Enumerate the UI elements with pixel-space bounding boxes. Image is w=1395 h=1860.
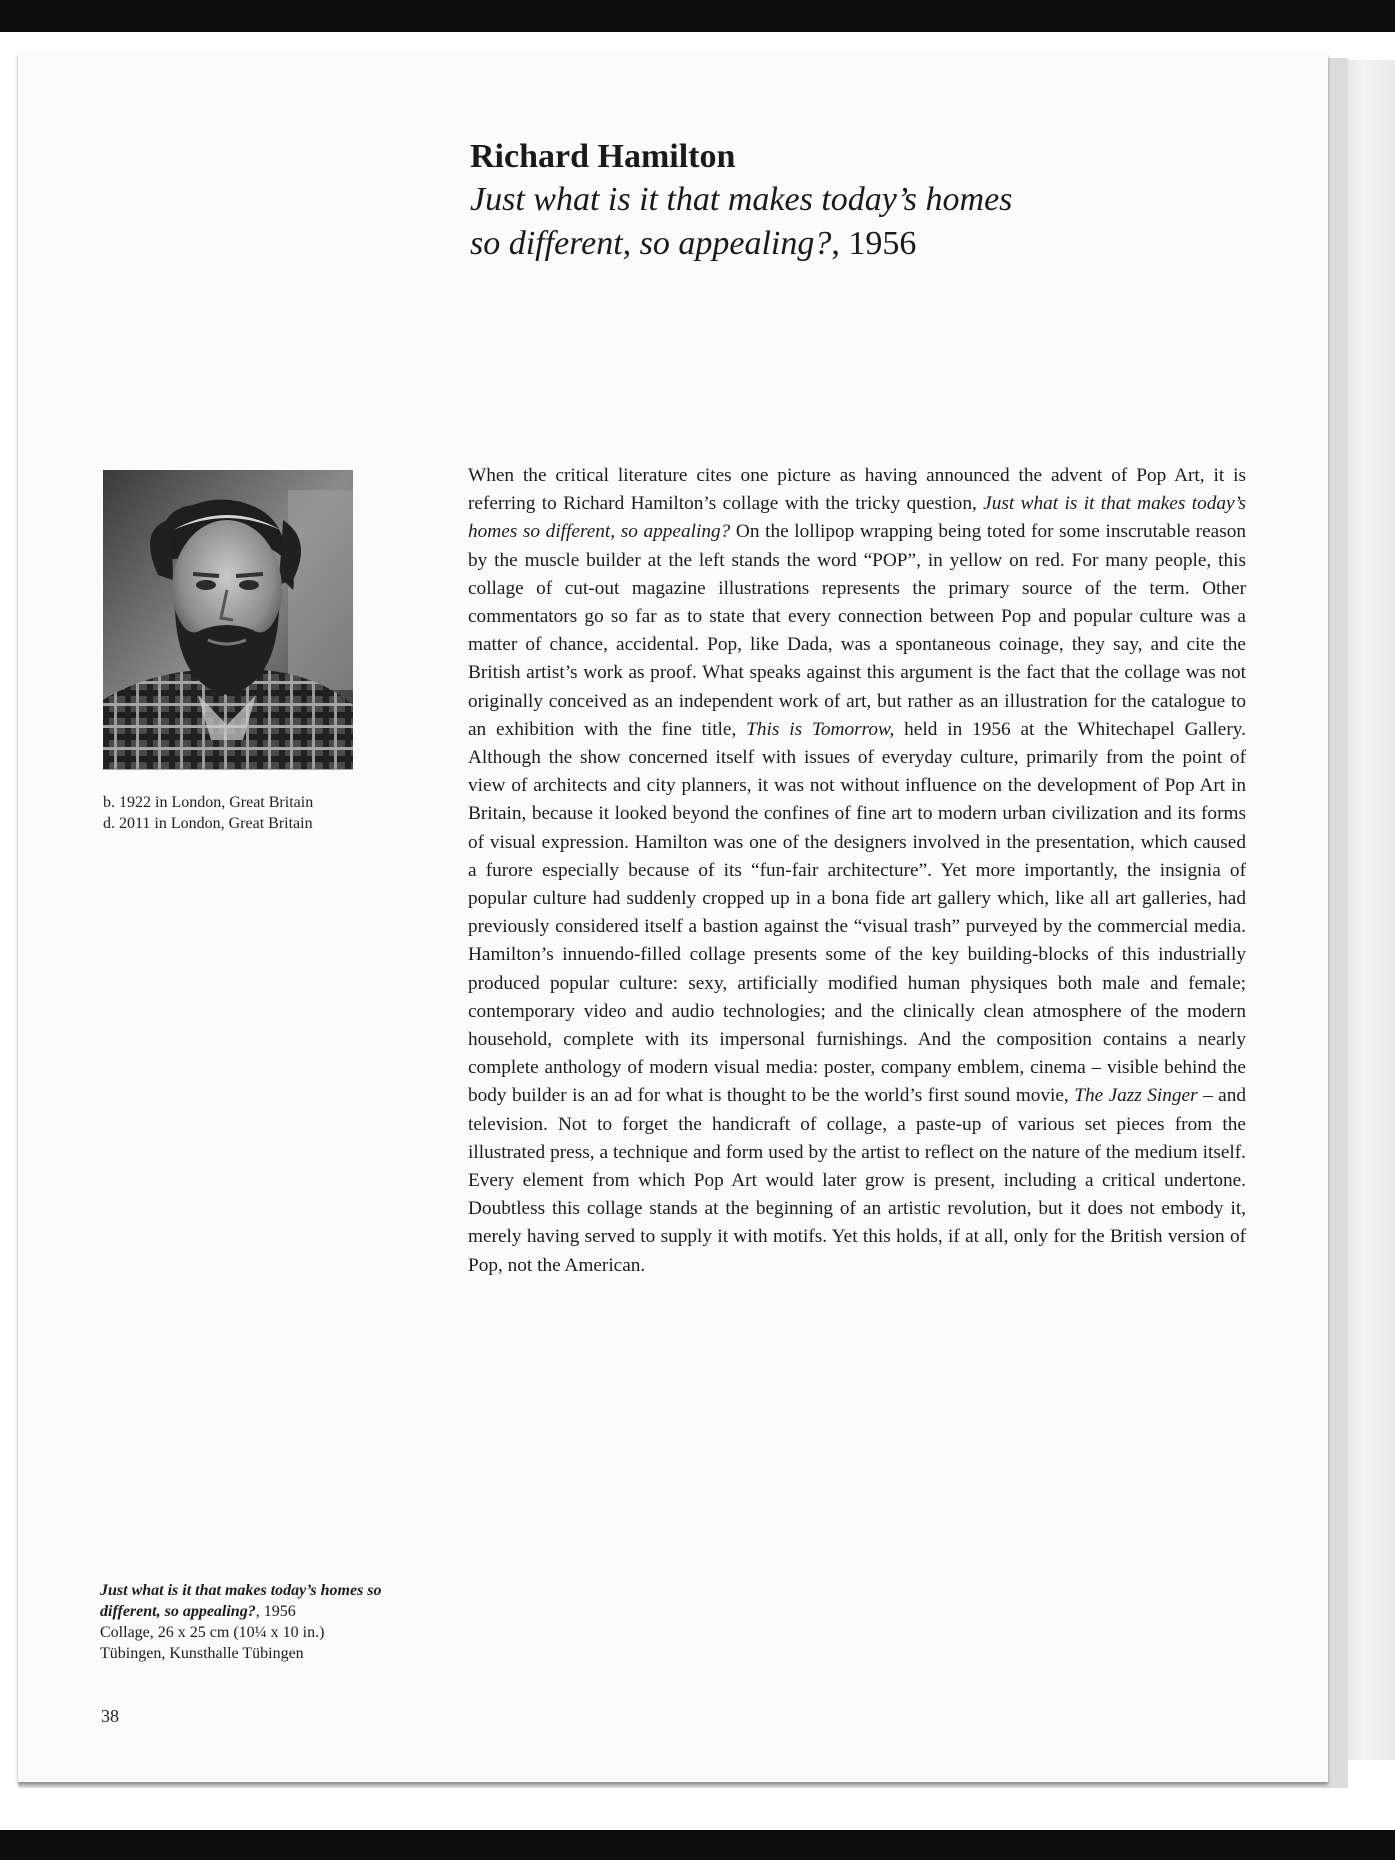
work-title-text-2: so different, so appealing? — [470, 225, 832, 262]
top-black-bar — [0, 0, 1395, 32]
figure-caption — [100, 1580, 420, 1664]
body-text-italic-movie: The Jazz Singer — [1074, 1085, 1198, 1107]
death-info: d. 2011 in London, Great Britain — [103, 815, 313, 832]
caption-medium: Collage, 26 x 25 cm (10¼ x 10 in.) — [100, 1624, 325, 1641]
heading-block — [470, 136, 1090, 266]
work-title-line2 — [470, 222, 1090, 266]
caption-collection: Tübingen, Kunsthalle Tübingen — [100, 1645, 304, 1662]
body-text-part-4: – and television. Not to forget the handicraft of collage, a paste-up of various set pieces from the illustrated press, a technique and form used by the artist to reflect on the nature of the medium itself. Every element from which Pop Art would later grow is present, including a critical undertone. Doubtless this collage stands at the beginning of an artistic revolution, but it does not embody it, merely having served to supply it with motifs. Yet this holds, if at all, only for the British version of Pop, not the American. — [468, 1085, 1247, 1276]
work-title-line1 — [470, 178, 1090, 222]
work-title-year: , 1956 — [831, 225, 917, 262]
body-text-part-1: When the critical literature cites one picture as having announced the advent of Pop Art, it is referring to Richard Hamilton’s collage with the tricky question, — [468, 465, 1246, 515]
work-title-text-1: Just what is it that makes today’s homes — [470, 181, 1013, 218]
artist-bio — [103, 792, 313, 834]
portrait-image — [103, 470, 353, 770]
body-text-italic-title: Just what is it that makes today’s homes so different, so appealing? — [468, 493, 1246, 543]
body-text-part-3: held in 1956 at the Whitechapel Gallery. Although the show concerned itself with issues of everyday culture, primarily from the point of view of architects and city planners, it was not without influence on the development of Pop Art in Britain, because it looked beyond the confines of fine art to modern urban civilization and its forms of visual expression. Hamilton was one of the designers involved in the presentation, which caused a furore especially because of its “fun-fair architecture”. Yet more importantly, the insignia of popular culture had suddenly cropped up in a bona fide art gallery which, like all art galleries, had previously considered itself a bastion against the “visual trash” purveyed by the commercial media. Hamilton’s innuendo-filled collage presents some of the key building-blocks of this industrially produced popular culture: sexy, artificially modified human physiques both male and female; contemporary video and audio technologies; and the clinically clean atmosphere of the modern household, complete with its impersonal furnishings. And the composition contains a nearly complete anthology of modern visual media: poster, company emblem, cinema – visible behind the body builder is an ad for what is thought to be the world’s first sound movie, — [468, 718, 1246, 1107]
body-text-italic-exhibition: This is Tomorrow, — [746, 718, 895, 740]
page-number: 38 — [101, 1706, 119, 1726]
birth-info: b. 1922 in London, Great Britain — [103, 794, 314, 811]
artist-portrait-photo — [103, 470, 353, 770]
artist-name: Richard Hamilton — [470, 138, 736, 175]
caption-title: Just what is it that makes today’s homes so different, so appealing? — [100, 1582, 382, 1620]
bottom-black-bar — [0, 1830, 1395, 1860]
caption-title-line — [100, 1580, 420, 1622]
caption-year: , 1956 — [255, 1603, 296, 1620]
body-text — [468, 462, 1246, 1280]
body-text-part-2: On the lollipop wrapping being toted for some inscrutable reason by the muscle builder at the left stands the word “POP”, in yellow on red. For many people, this collage of cut-out magazine illustrations represents the primary source of the term. Other commentators go so far as to state that every connection between Pop and popular culture was a matter of chance, accidental. Pop, like Dada, was a spontaneous coinage, they say, and cite the British artist’s work as proof. What speaks against this argument is the fact that the collage was not originally conceived as an independent work of art, but rather as an illustration for the catalogue to an exhibition with the fine title, — [468, 521, 1247, 740]
